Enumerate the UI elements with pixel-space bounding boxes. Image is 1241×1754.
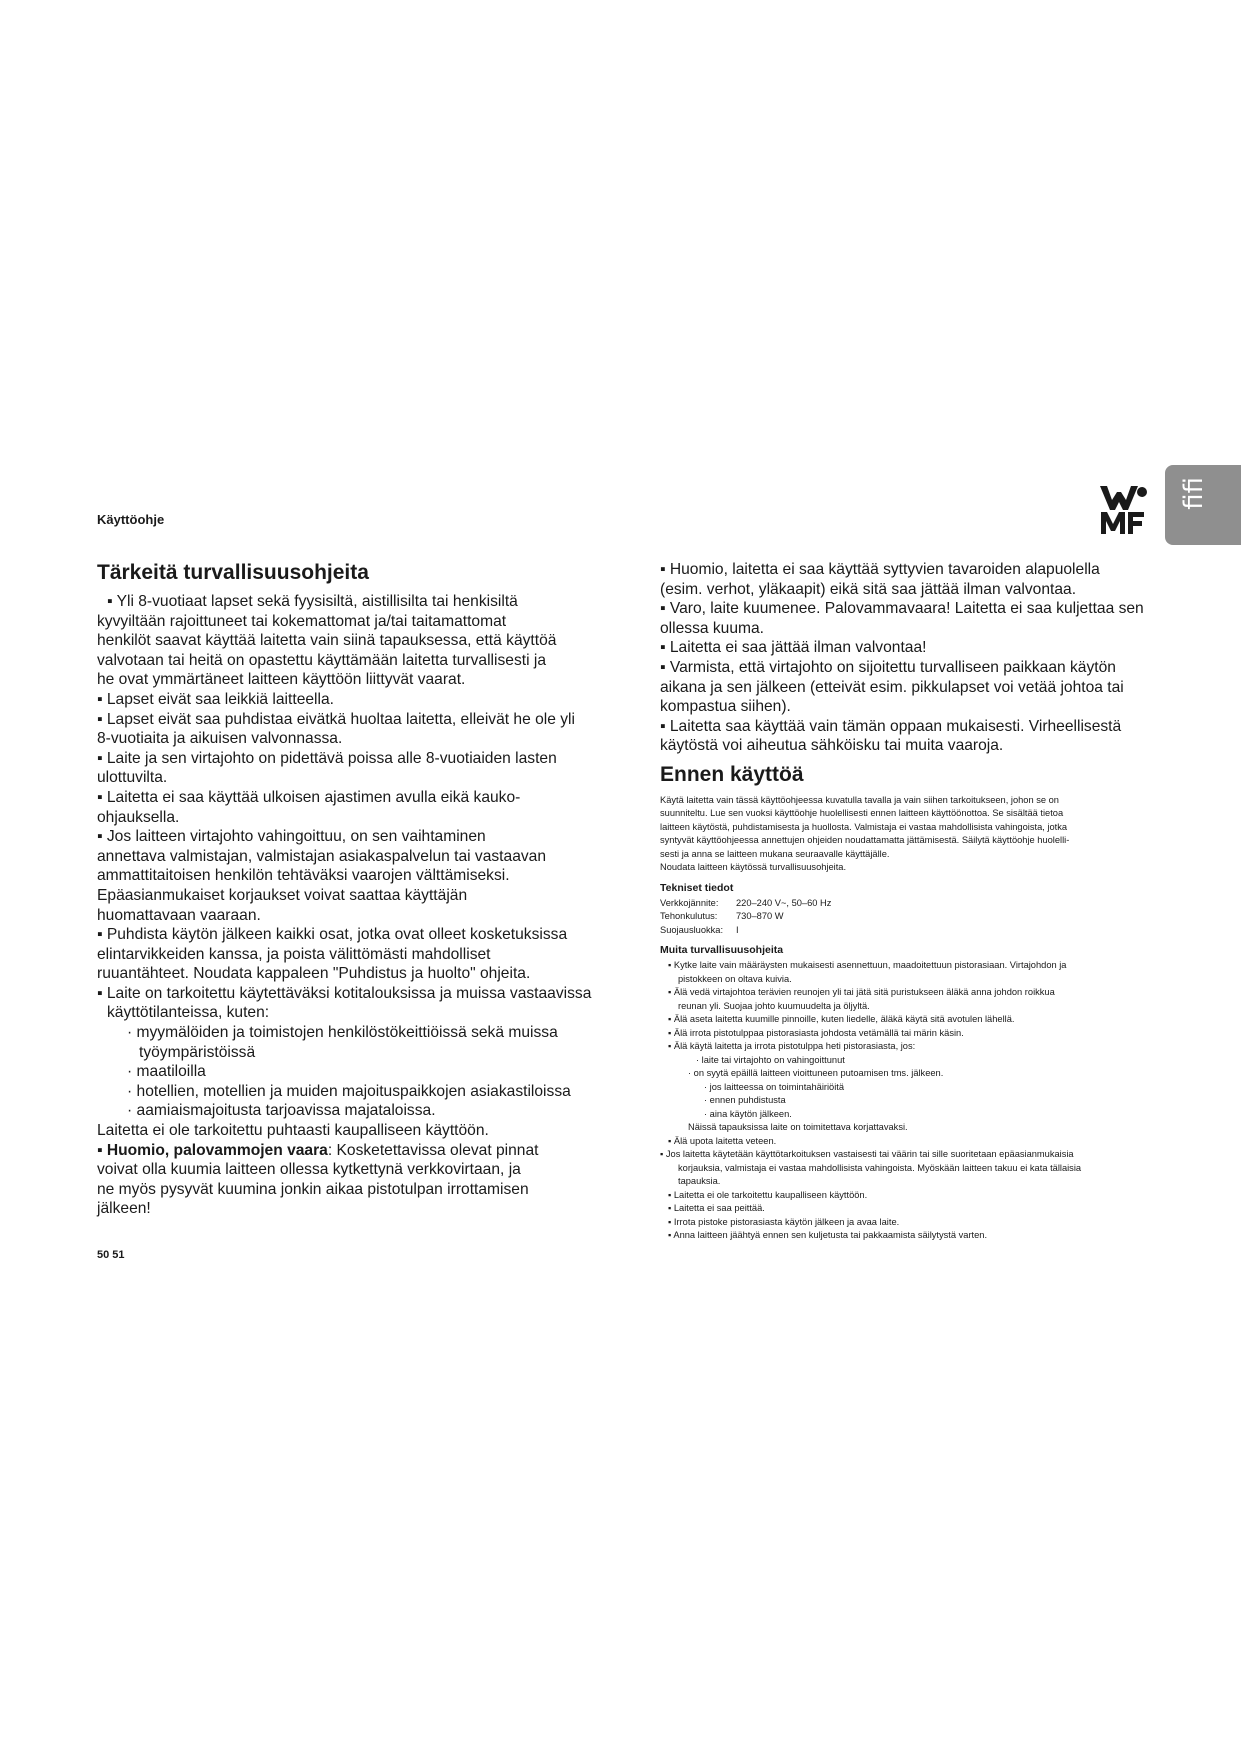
text-line: he ovat ymmärtäneet laitteen käyttöön liittyvät vaarat. bbox=[97, 671, 466, 689]
spec-label: Tehonkulutus: bbox=[660, 911, 718, 922]
spec-row-protection-class bbox=[660, 924, 1160, 938]
text-line: ▪ Laitetta ei saa käyttää ulkoisen ajastimen avulla eikä kauko- bbox=[97, 788, 521, 806]
text-line: syntyvät käyttöohjeessa annettujen ohjeiden noudattamatta jättämisestä. Säilytä käyttöohje huolelli- bbox=[660, 835, 1070, 846]
safety-list bbox=[97, 592, 612, 1219]
burn-warning-rest: : Kosketettavissa olevat pinnat bbox=[327, 1141, 539, 1159]
text-line: ▪ Yli 8-vuotiaat lapset sekä fyysisiltä, aistillisilta tai henkisiltä bbox=[107, 593, 518, 610]
page-numbers: 50 51 bbox=[97, 1249, 125, 1261]
text-line: voivat olla kuumia laitteen ollessa kytkettynä verkkovirtaan, ja bbox=[97, 1161, 521, 1179]
section-title-before-use: Ennen käyttöä bbox=[660, 762, 804, 786]
text-line: valvotaan tai heitä on opastettu käyttämään laitetta turvallisesti ja bbox=[97, 651, 547, 669]
text-line: korjauksia, valmistaja ei vastaa mahdollisista vahingoista. Myöskään laitteen takuu ei kata tällaisia bbox=[678, 1162, 1082, 1173]
text-line: ▪ Lapset eivät saa leikkiä laitteella. bbox=[97, 690, 334, 708]
text-line: ▪ Kytke laite vain määräysten mukaisesti asennettuun, maadoitettuun pistorasiaan. Virtajohdon ja bbox=[668, 960, 1067, 971]
text-line: suunniteltu. Lue sen vuoksi käyttöohje huolellisesti ennen laitteen käyttöönottoa. Se sisältää tietoa bbox=[660, 808, 1064, 819]
text-line: käytöstä voi aiheutua sähköisku tai muita vaaroja. bbox=[660, 737, 1004, 755]
text-line: Laitetta ei ole tarkoitettu puhtaasti kaupalliseen käyttöön. bbox=[97, 1122, 489, 1140]
text-line: · myymälöiden ja toimistojen henkilöstökeittiöissä sekä muissa bbox=[127, 1024, 558, 1042]
text-line: ▪ Älä vedä virtajohtoa terävien reunojen yli tai jätä sitä puristukseen äläkä anna johdon roikkua bbox=[668, 987, 1055, 998]
text-line: pistokkeen on oltava kuivia. bbox=[678, 973, 792, 984]
text-line: · jos laitteessa on toimintahäiriöitä bbox=[704, 1081, 845, 1092]
text-line: ruuantähteet. Noudata kappaleen "Puhdistus ja huolto" ohjeita. bbox=[97, 965, 531, 983]
text-line: ▪ Varmista, että virtajohto on sijoitettu turvalliseen paikkaan käytön bbox=[660, 658, 1116, 676]
text-line: ollessa kuuma. bbox=[660, 619, 765, 637]
text-line: ammattitaitoisen henkilön tehtäväksi vaarojen välttämiseksi. bbox=[97, 867, 510, 885]
text-line: ▪ Laitetta ei saa peittää. bbox=[668, 1203, 765, 1214]
text-line: kyvyiltään rajoittuneet tai kokemattomat ja/tai taitamattomat bbox=[97, 612, 507, 630]
text-line: · laite tai virtajohto on vahingoittunut bbox=[696, 1054, 845, 1065]
text-line: · maatiloilla bbox=[127, 1063, 206, 1081]
safety-list-continued bbox=[660, 560, 1160, 756]
text-line: Epäasianmukaiset korjaukset voivat saattaa käyttäjän bbox=[97, 886, 468, 904]
spec-value: I bbox=[736, 924, 739, 935]
text-line: ▪ Jos laitetta käytetään käyttötarkoituksen vastaisesti tai väärin tai sille suoritetaan epäasianmukaisia bbox=[660, 1149, 1074, 1160]
text-line: Näissä tapauksissa laite on toimitettava korjattavaksi. bbox=[688, 1122, 908, 1133]
safety-instructions-column bbox=[97, 560, 612, 1219]
header-label: Käyttöohje bbox=[97, 512, 165, 527]
spec-value: 730–870 W bbox=[736, 911, 784, 922]
before-use-text bbox=[660, 794, 1160, 1243]
text-line: · aamiaismajoitusta tarjoavissa majataloissa. bbox=[127, 1102, 436, 1120]
text-line: Noudata laitteen käytössä turvallisuusohjeita. bbox=[660, 862, 847, 873]
burn-warning bbox=[97, 1141, 612, 1161]
text-line: työympäristöissä bbox=[139, 1043, 256, 1061]
text-line: · aina käytön jälkeen. bbox=[704, 1108, 792, 1119]
language-tab-label: fifi bbox=[1179, 477, 1209, 510]
text-line: henkilöt saavat käyttää laitetta vain siinä tapauksessa, että käyttöä bbox=[97, 632, 557, 650]
technical-data-title: Tekniset tiedot bbox=[660, 881, 734, 894]
text-line: ▪ Puhdista käytön jälkeen kaikki osat, jotka ovat olleet kosketuksissa bbox=[97, 926, 568, 944]
text-line: aikana ja sen jälkeen (etteivät esim. pikkulapset voi vetää johtoa tai bbox=[660, 678, 1124, 696]
text-line: ohjauksella. bbox=[97, 808, 180, 826]
right-column bbox=[660, 560, 1160, 1243]
text-line: Käytä laitetta vain tässä käyttöohjeessa kuvatulla tavalla ja vain siihen tarkoitukseen, johon se on bbox=[660, 794, 1059, 805]
text-line: ▪ Älä upota laitetta veteen. bbox=[668, 1135, 777, 1146]
text-line: ▪ Irrota pistoke pistorasiasta käytön jälkeen ja avaa laite. bbox=[668, 1216, 900, 1227]
spec-label: Verkkojännite: bbox=[660, 897, 719, 908]
text-line: ▪ Jos laitteen virtajohto vahingoittuu, on sen vaihtaminen bbox=[97, 828, 486, 846]
text-line: jälkeen! bbox=[97, 1200, 151, 1218]
text-line: ▪ Laite ja sen virtajohto on pidettävä poissa alle 8-vuotiaiden lasten bbox=[97, 749, 557, 767]
text-line: annettava valmistajan, valmistajan asiakaspalvelun tai vastaavan bbox=[97, 847, 547, 865]
text-line: ne myös pysyvät kuumina jonkin aikaa pistotulpan irrottamisen bbox=[97, 1180, 529, 1198]
section-title-safety: Tärkeitä turvallisuusohjeita bbox=[97, 561, 369, 584]
wmf-logo-icon bbox=[1098, 484, 1148, 536]
text-line: ▪ Laite on tarkoitettu käytettäväksi kotitalouksissa ja muissa vastaavissa bbox=[97, 984, 592, 1002]
spec-row-voltage bbox=[660, 897, 1160, 911]
language-tab bbox=[1165, 465, 1241, 545]
text-line: (esim. verhot, yläkaapit) eikä sitä saa jättää ilman valvontaa. bbox=[660, 580, 1077, 598]
text-line: käyttötilanteissa, kuten: bbox=[107, 1004, 270, 1022]
text-line: · on syytä epäillä laitteen vioittuneen putoamisen tms. jälkeen. bbox=[688, 1068, 944, 1079]
text-line: · hotellien, motellien ja muiden majoituspaikkojen asiakastiloissa bbox=[127, 1082, 571, 1100]
text-line: ▪ Anna laitteen jäähtyä ennen sen kuljetusta tai pakkaamista säilytystä varten. bbox=[668, 1230, 988, 1241]
text-line: ▪ Varo, laite kuumenee. Palovammavaara! Laitetta ei saa kuljettaa sen bbox=[660, 600, 1144, 618]
text-line: ▪ Lapset eivät saa puhdistaa eivätkä huoltaa laitetta, elleivät he ole yli bbox=[97, 710, 575, 728]
text-line: ulottuvilta. bbox=[97, 769, 168, 787]
burn-warning-bold: ▪ Huomio, palovammojen vaara bbox=[97, 1141, 328, 1159]
other-safety-title: Muita turvallisuusohjeita bbox=[660, 944, 784, 957]
text-line: ▪ Laitetta ei saa jättää ilman valvontaa! bbox=[660, 639, 927, 657]
text-line: · ennen puhdistusta bbox=[704, 1095, 786, 1106]
text-line: elintarvikkeiden kanssa, ja poista välittömästi mahdolliset bbox=[97, 945, 491, 963]
text-line: ▪ Laitetta saa käyttää vain tämän oppaan mukaisesti. Virheellisestä bbox=[660, 717, 1122, 735]
text-line: ▪ Huomio, laitetta ei saa käyttää syttyvien tavaroiden alapuolella bbox=[660, 561, 1100, 578]
text-line: ▪ Älä aseta laitetta kuumille pinnoille, kuten liedelle, äläkä käytä sitä avotulen lähellä. bbox=[668, 1014, 1015, 1025]
text-line: kompastua siihen). bbox=[660, 698, 791, 716]
text-line: reunan yli. Suojaa johto kuumuudelta ja öljyltä. bbox=[678, 1000, 870, 1011]
text-line: sesti ja anna se laitteen mukana seuraavalle käyttäjälle. bbox=[660, 848, 890, 859]
spec-label: Suojausluokka: bbox=[660, 924, 724, 935]
text-line: huomattavaan vaaraan. bbox=[97, 906, 261, 924]
wmf-logo bbox=[1098, 484, 1148, 536]
text-line: tapauksia. bbox=[678, 1176, 721, 1187]
spec-row-power bbox=[660, 910, 1160, 924]
text-line: ▪ Älä käytä laitetta ja irrota pistotulppa heti pistorasiasta, jos: bbox=[668, 1041, 916, 1052]
text-line: laitteen käytöstä, puhdistamisesta ja huollosta. Valmistaja ei vastaa mahdollisista vahingoista, jotka bbox=[660, 821, 1068, 832]
text-line: 8-vuotiaita ja aikuisen valvonnassa. bbox=[97, 730, 343, 748]
text-line: ▪ Laitetta ei ole tarkoitettu kaupalliseen käyttöön. bbox=[668, 1189, 868, 1200]
spec-value: 220–240 V~, 50–60 Hz bbox=[736, 897, 832, 908]
text-line: ▪ Älä irrota pistotulppaa pistorasiasta johdosta vetämällä tai märin käsin. bbox=[668, 1027, 964, 1038]
